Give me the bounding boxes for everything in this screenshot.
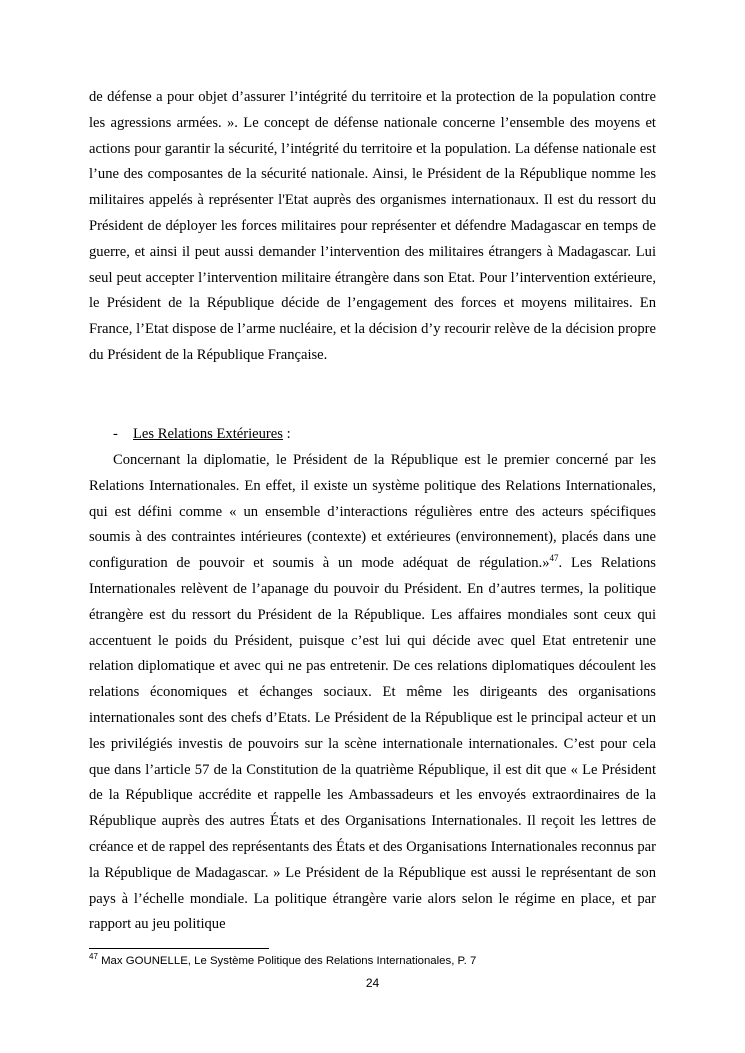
- footnote-number: 47: [89, 952, 98, 962]
- bullet-dash: -: [113, 426, 118, 442]
- section-heading: [113, 422, 291, 448]
- section-title: Les Relations Extérieures: [133, 426, 283, 442]
- paragraph-relations-part1: Concernant la diplomatie, le Président de la République est le premier concerné par les Relations Internationales. En effet, il existe un système politique des Relations Internationales, qui est défini comme « un ensemble d’interactions régulières entre des acteurs spécifiques soumis à des contraintes intérieures (contexte) et extérieures (environnement), placés dans une configuration de pouvoir et soumis à un mode adéquat de régulation.»: [89, 452, 656, 572]
- footnote-divider: [89, 948, 269, 949]
- page-number: 24: [365, 976, 380, 990]
- footnote-text: Max GOUNELLE, Le Système Politique des Relations Internationales, P. 7: [97, 955, 477, 967]
- paragraph-relations-part2: . Les Relations Internationales relèvent de l’apanage du pouvoir du Président. En d’autres termes, la politique étrangère est du ressort du Président de la République. Les affaires mondiales sont ceux qui accentuent le poids du Président, puisque c’est lui qui décide avec quel Etat entretenir une relation diplomatique et avec qui ne pas entretenir. De ces relations diplomatiques découlent les relations économiques et échanges sociaux. Et même les dirigeants des organisations internationales sont des chefs d’Etats. Le Président de la République est le principal acteur et un les privilégiés investis de pouvoirs sur la scène internationale internationales. C’est pour cela que dans l’article 57 de la Constitution de la quatrième République, il est dit que « Le Président de la République accrédite et rappelle les Ambassadeurs et les envoyés extraordinaires de la République auprès des autres États et des Organisations Internationales. Il reçoit les lettres de créance et de rappel des représentants des États et des Organisations Internationales reconnus par la République de Madagascar. » Le Président de la République est aussi le représentant de son pays à l’échelle mondiale. La politique étrangère varie alors selon le régime en place, et par rapport au jeu politique: [89, 555, 656, 933]
- section-colon: :: [282, 426, 291, 442]
- paragraph-defense: de défense a pour objet d’assurer l’intégrité du territoire et la protection de la population contre les agressions armées. ». Le concept de défense nationale concerne l’ensemble des moyens et actions pour garantir la sécurité, l’intégrité du territoire et la population. La défense nationale est l’une des composantes de la sécurité nationale. Ainsi, le Président de la République nomme les militaires appelés à représenter l'Etat auprès des organismes internationaux. Il est du ressort du Président de déployer les forces militaires pour représenter et défendre Madagascar en temps de guerre, et ainsi il peut aussi demander l’intervention des militaires étrangers à Madagascar. Lui seul peut accepter l’intervention militaire étrangère dans son Etat. Pour l’intervention extérieure, le Président de la République décide de l’engagement des forces et moyens militaires. En France, l’Etat dispose de l’arme nucléaire, et la décision d’y recourir relève de la décision propre du Président de la République Française.: [89, 89, 656, 363]
- footnote-reference[interactable]: 47: [549, 553, 559, 564]
- footnote: [89, 953, 656, 969]
- paragraph-relations: [89, 448, 656, 938]
